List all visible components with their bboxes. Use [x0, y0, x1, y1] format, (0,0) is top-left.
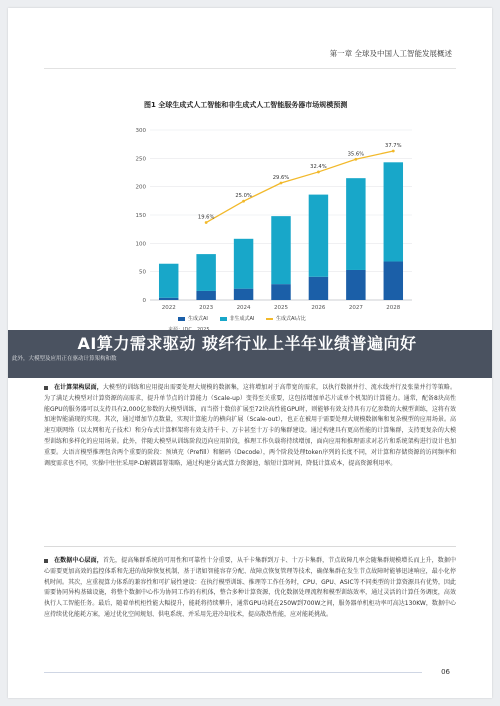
y-tick-label: 100 — [135, 241, 146, 248]
y-tick-label: 0 — [142, 298, 146, 304]
share-data-label: 25.0% — [235, 193, 252, 200]
bar-genai — [346, 270, 365, 300]
section-heading: 在计算架构层面， — [54, 384, 103, 391]
header-divider — [44, 68, 456, 69]
bar-nongenai — [309, 195, 328, 277]
share-point — [392, 150, 395, 153]
x-tick-label: 2028 — [386, 305, 401, 311]
x-tick-label: 2024 — [236, 305, 251, 311]
x-tick-label: 2023 — [199, 305, 214, 311]
bar-genai — [271, 284, 290, 300]
share-data-label: 35.6% — [347, 151, 365, 158]
section-body: 首先，提高集群系统的可用性和可靠性十分重要，从千卡集群到万卡、十万卡集群，节点故障几率会随集群规模增长而上升，数据中心需要更加高效的监控体系和先进的故障恢复机制，基于诸如智能容存分配、故障点恢复管理等技术，确保集群在发生节点故障时能够迅速响应，最小化停机时间。其次，应重视算力体系的兼容性和可扩展性建设：在执行模型训练、推理等工作任务时，CPU、GPU、ASIC等不同类型的计算资源具有优势，因此需要协同异构基础设施，将整个数据中心作为协同工作的有机体，整合多种计算资源，优化数据处理流程和模型训练效率，通过灵活的计算任务调度，高效执行人工智能任务。最后，随着单机柜性能大幅提升，能耗将持续攀升，通常GPU功耗在250W到700W之间，服务器单机柜功率可高达130KW，数据中心应持续优化能耗方案，通过优化空间规划、供电系统、并采用先进冷却技术，提高散热性能，应对能耗挑战。 — [44, 557, 456, 618]
share-data-label: 37.7% — [385, 142, 402, 149]
bar-genai — [234, 289, 253, 300]
legend-swatch-share — [266, 318, 273, 320]
legend-label-genai: 生成式AI — [188, 316, 208, 322]
section-datacenter — [44, 556, 456, 621]
legend-swatch-genai — [178, 317, 185, 321]
y-tick-label: 150 — [135, 213, 146, 219]
share-point — [242, 200, 245, 203]
bar-genai — [159, 298, 178, 300]
bar-genai — [309, 277, 328, 300]
bar-nongenai — [384, 162, 403, 261]
footer-divider — [44, 672, 422, 673]
x-tick-label: 2025 — [274, 305, 288, 311]
section-divider — [44, 546, 456, 547]
square-bullet-icon — [44, 559, 48, 563]
x-tick-label: 2022 — [161, 305, 176, 311]
legend-swatch-nongenai — [220, 317, 227, 321]
document-page — [8, 8, 492, 698]
section-body: 大模型的训练和应用提出需要处理大规模的数据集，这将增加对于高带宽的需求，以执行数据并行、流水线并行及张量并行等策略。为了满足大模型对计算资源的高需求，提升单节点的计算能力（Scale-up）变得至关重要，这包括增加单芯片或单个机架的计算能力。通常，配备8块高性能GPU的服务器可以支持具有2,000亿参数的大模型训练，而当搭十数倍扩展至72块高性能GPU时，则能够有效支持具有万亿参数的大模型训练，这将有效加速智能涌现的实现。其次，通过增加节点数量，实现计算能力的横向扩展（Scale-out），也正在被用于需要处理大规模数据集和复杂模型的应用场景。高速互联网络（以太网和光子技术）和分布式计算框架将有效支持千卡、万卡甚至十万卡的集群建设。通过构建具有更高性能的计算集群，支持更复杂的大模型训练和多样化的应用场景。此外，伴随大模型从训练阶段迈向应用阶段，推理工作负载将持续增加，面向应用和推理需求对芯片和系统架构进行设计也加重要。大语言模型推理包含两个重要的阶段：预填充（Prefill）和解码（Decode），两个阶段处理token序列的长度不同，对计算和存储资源的访问频率和调度需求也不同，实操中往往采用P-D解耦部署策略，通过构建分离式算力资源池，缩短计算时间，降低计算成本，提高资源利用率。 — [44, 384, 456, 467]
x-tick-label: 2026 — [311, 305, 326, 311]
share-point — [317, 171, 320, 174]
market-size-chart — [122, 120, 422, 320]
share-data-label: 32.4% — [310, 163, 327, 170]
page-number: 06 — [441, 668, 450, 676]
section-heading: 在数据中心层面， — [54, 557, 103, 564]
square-bullet-icon — [44, 386, 48, 390]
bar-genai — [196, 291, 215, 300]
share-point — [205, 221, 208, 224]
bar-nongenai — [196, 254, 215, 291]
banner-subtext: 此外，大模型及应用正在驱动计算架构和数 — [12, 356, 117, 362]
share-data-label: 29.6% — [272, 175, 290, 182]
section-compute-architecture — [44, 383, 456, 469]
figure-title: 图1 全球生成式人工智能和非生成式人工智能服务器市场规模预测 — [144, 101, 348, 109]
y-tick-label: 200 — [135, 184, 146, 191]
bar-nongenai — [346, 178, 365, 270]
share-point — [354, 158, 357, 161]
bar-nongenai — [271, 216, 290, 284]
y-tick-label: 250 — [135, 156, 146, 163]
x-tick-label: 2027 — [348, 305, 363, 311]
headline-title: AI算力需求驱动 玻纤行业上半年业绩普遍向好 — [77, 334, 417, 353]
bar-nongenai — [159, 264, 178, 298]
chapter-header: 第一章 全球及中国人工智能发展概述 — [329, 49, 452, 58]
chart-legend — [168, 315, 306, 322]
share-point — [280, 182, 283, 185]
bar-nongenai — [234, 239, 253, 289]
legend-label-share: 生成式AI占比 — [276, 316, 306, 322]
share-data-label: 19.6% — [197, 214, 215, 221]
y-tick-label: 50 — [139, 269, 146, 276]
bar-genai — [384, 261, 403, 300]
y-tick-label: 300 — [135, 128, 146, 134]
legend-label-nongenai: 非生成式AI — [229, 316, 255, 322]
